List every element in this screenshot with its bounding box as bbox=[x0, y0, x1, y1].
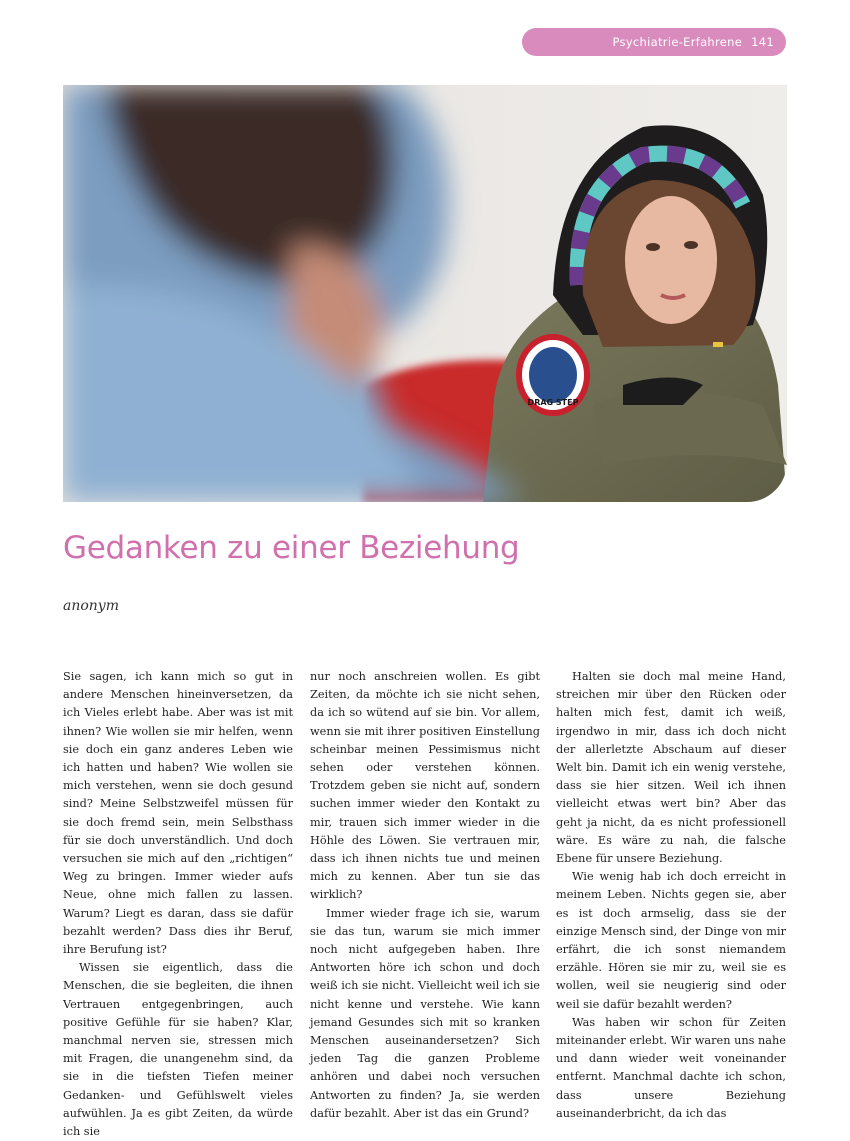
paragraph: Halten sie doch mal meine Hand, streichen mir über den Rücken oder halten mich fest, damit ich weiß, irgendwo in mir, dass ich doch nicht der allerletzte Abschaum auf dieser Welt bin. Damit ich ein wenig verstehe, dass sie hier sitzen. Weil ich ihnen vielleicht etwas wert bin? Aber das geht ja nicht, da es nicht professionell wäre. Es wäre zu nah, die falsche Ebene für unsere Beziehung. bbox=[556, 670, 786, 866]
text-column-2 bbox=[310, 668, 540, 1123]
section-title: Psychiatrie-Erfahrene bbox=[612, 35, 743, 49]
page-number: 141 bbox=[751, 35, 774, 49]
paragraph: Was haben wir schon für Zeiten miteinander erlebt. Wir waren uns nahe und dann wieder weit voneinander entfernt. Manchmal dachte ich schon, dass unsere Beziehung auseinanderbricht, da ich das bbox=[556, 1015, 786, 1120]
paragraph: Wie wenig hab ich doch erreicht in meinem Leben. Nichts gegen sie, aber es ist doch armselig, dass sie der einzige Mensch sind, der Dinge von mir erfährt, die ich sonst niemandem erzähle. Hören sie mir zu, weil sie es wollen, weil sie neugierig sind oder weil sie dafür bezahlt werden? bbox=[556, 870, 786, 1011]
patch-text: DRAG STEP bbox=[527, 398, 579, 407]
paragraph: Wissen sie eigentlich, dass die Menschen, die sie begleiten, die ihnen Vertrauen entgegenbringen, auch positive Gefühle für sie haben? Klar, manchmal nerven sie, stressen mich mit Fragen, die unangenehm sind, da sie in die tiefsten Tiefen meiner Gedanken- und Gefühlswelt vieles aufwühlen. Ja es gibt Zeiten, da würde ich sie bbox=[63, 961, 293, 1139]
article-title: Gedanken zu einer Beziehung bbox=[63, 530, 520, 566]
article-photo bbox=[63, 85, 787, 502]
running-header bbox=[522, 28, 786, 56]
text-column-1 bbox=[63, 668, 293, 1141]
text-column-3 bbox=[556, 668, 786, 1123]
paragraph: Immer wieder frage ich sie, warum sie das tun, warum sie mich immer noch nicht aufgegeben haben. Ihre Antworten höre ich schon und doch weiß ich sie nicht. Vielleicht weil ich sie nicht kenne und verstehe. Wie kann jemand Gesundes sich mit so kranken Menschen auseinandersetzen? Sich jeden Tag die ganzen Probleme anhören und dabei noch versuchen Antworten zu finden? Ja, sie werden dafür bezahlt. Aber ist das ein Grund? bbox=[310, 906, 540, 1120]
paragraph: nur noch anschreien wollen. Es gibt Zeiten, da möchte ich sie nicht sehen, da ich so wütend auf sie bin. Vor allem, wenn sie mit ihrer positiven Einstellung scheinbar meinen Pessimismus nicht sehen oder verstehen können. Trotzdem geben sie nicht auf, sondern suchen immer wieder den Kontakt zu mir, trauen sich immer wieder in die Höhle des Löwen. Sie vertrauen mir, dass ich ihnen nichts tue und meinen mich zu kennen. Aber tun sie das wirklich? bbox=[310, 670, 540, 902]
article-author: anonym bbox=[63, 598, 119, 614]
paragraph: Sie sagen, ich kann mich so gut in andere Menschen hineinversetzen, da ich Vieles erlebt habe. Aber was ist mit ihnen? Wie wollen sie mir helfen, wenn sie doch ein ganz anderes Leben wie ich hatten und haben? Wie wollen sie mich verstehen, wenn sie doch gesund sind? Meine Selbstzweifel müssen für sie doch fremd sein, mein Selbsthass für sie doch unverständlich. Und doch versuchen sie mich auf den „richtigen“ Weg zu bringen. Immer wieder aufs Neue, ohne mich fallen zu lassen. Warum? Liegt es daran, dass sie dafür bezahlt werden? Dass dies ihr Beruf, ihre Berufung ist? bbox=[63, 670, 293, 957]
